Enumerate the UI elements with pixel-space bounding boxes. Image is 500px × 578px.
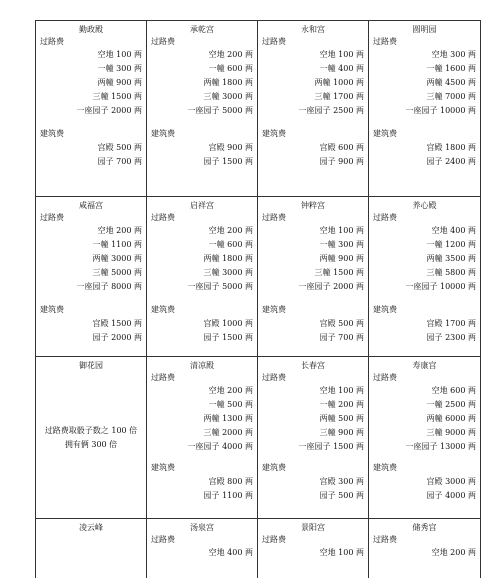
property-card xyxy=(257,196,368,356)
build-heading: 建筑费 xyxy=(151,463,175,472)
rule-note: 拥有俩 300 倍 xyxy=(64,440,118,449)
toll-fee: 两幢 4500 两 xyxy=(426,78,476,87)
toll-fee: 两幢 6000 两 xyxy=(426,414,476,423)
toll-fee: 一座园子 2000 两 xyxy=(76,106,142,115)
toll-fee: 空地 600 两 xyxy=(431,386,476,395)
build-fee: 宫殿 500 两 xyxy=(97,143,142,152)
toll-fee: 两幢 3500 两 xyxy=(426,254,476,263)
toll-fee: 空地 100 两 xyxy=(319,386,364,395)
property-name: 养心殿 xyxy=(412,201,437,210)
property-card xyxy=(257,20,368,196)
toll-fee: 空地 200 两 xyxy=(97,226,142,235)
build-fee: 园子 700 两 xyxy=(97,157,142,166)
toll-fee: 一幢 600 两 xyxy=(208,240,253,249)
toll-fee: 三幢 3000 两 xyxy=(203,92,253,101)
build-fee: 宫殿 1000 两 xyxy=(203,319,253,328)
toll-fee: 空地 100 两 xyxy=(319,548,364,557)
toll-heading: 过路费 xyxy=(373,213,397,222)
toll-fee: 空地 100 两 xyxy=(319,226,364,235)
build-heading: 建筑费 xyxy=(373,463,397,472)
property-card xyxy=(368,20,481,196)
toll-fee: 一座园子 4000 两 xyxy=(187,442,253,451)
build-heading: 建筑费 xyxy=(151,129,175,138)
toll-fee: 一幢 1100 两 xyxy=(92,240,142,249)
build-fee: 园子 2400 两 xyxy=(426,157,476,166)
build-fee: 宫殿 1800 两 xyxy=(426,143,476,152)
toll-heading: 过路费 xyxy=(262,213,286,222)
property-name: 凌云峰 xyxy=(79,523,103,532)
property-card xyxy=(35,356,146,518)
build-fee: 宫殿 3000 两 xyxy=(426,477,476,486)
toll-fee: 空地 400 两 xyxy=(208,548,253,557)
toll-fee: 一座园子 1500 两 xyxy=(298,442,364,451)
toll-fee: 空地 100 两 xyxy=(97,50,142,59)
toll-fee: 一座园子 5000 两 xyxy=(187,106,253,115)
toll-fee: 一座园子 10000 两 xyxy=(405,282,476,291)
toll-fee: 一幢 2500 两 xyxy=(426,400,476,409)
property-card xyxy=(368,518,481,578)
property-name: 钟粹宫 xyxy=(301,201,325,210)
toll-fee: 一座园子 13000 两 xyxy=(405,442,476,451)
property-name: 御花园 xyxy=(79,361,103,370)
property-card xyxy=(146,20,257,196)
toll-fee: 三幢 5800 两 xyxy=(426,268,476,277)
toll-fee: 空地 300 两 xyxy=(431,50,476,59)
toll-heading: 过路费 xyxy=(262,535,286,544)
toll-fee: 一座园子 5000 两 xyxy=(187,282,253,291)
build-heading: 建筑费 xyxy=(262,305,286,314)
build-fee: 园子 2300 两 xyxy=(426,333,476,342)
toll-heading: 过路费 xyxy=(262,373,286,382)
build-fee: 园子 4000 两 xyxy=(426,491,476,500)
toll-fee: 两幢 900 两 xyxy=(319,254,364,263)
toll-heading: 过路费 xyxy=(151,535,175,544)
toll-fee: 三幢 2000 两 xyxy=(203,428,253,437)
property-card xyxy=(368,356,481,518)
build-heading: 建筑费 xyxy=(262,129,286,138)
property-name: 汤泉宫 xyxy=(190,523,214,532)
toll-fee: 一幢 400 两 xyxy=(319,64,364,73)
property-card xyxy=(35,518,146,578)
build-heading: 建筑费 xyxy=(373,305,397,314)
build-heading: 建筑费 xyxy=(373,129,397,138)
build-heading: 建筑费 xyxy=(262,463,286,472)
property-card xyxy=(35,196,146,356)
build-fee: 宫殿 300 两 xyxy=(319,477,364,486)
build-heading: 建筑费 xyxy=(40,305,64,314)
toll-fee: 两幢 1800 两 xyxy=(203,254,253,263)
property-card xyxy=(146,518,257,578)
build-fee: 宫殿 600 两 xyxy=(319,143,364,152)
toll-fee: 空地 200 两 xyxy=(208,50,253,59)
toll-fee: 一座园子 2500 两 xyxy=(298,106,364,115)
toll-fee: 三幢 9000 两 xyxy=(426,428,476,437)
property-name: 清凉殿 xyxy=(190,361,214,370)
toll-fee: 一座园子 2000 两 xyxy=(298,282,364,291)
property-name: 勤政殿 xyxy=(79,25,103,34)
property-name: 景阳宫 xyxy=(301,523,325,532)
toll-fee: 空地 100 两 xyxy=(319,50,364,59)
toll-fee: 两幢 1000 两 xyxy=(314,78,364,87)
build-fee: 宫殿 500 两 xyxy=(319,319,364,328)
price-sheet xyxy=(35,20,481,560)
property-name: 永和宫 xyxy=(301,25,325,34)
property-name: 咸福宫 xyxy=(79,201,103,210)
rule-note: 过路费取骰子数之 100 倍 xyxy=(44,426,138,435)
build-fee: 园子 1100 两 xyxy=(203,491,253,500)
toll-fee: 两幢 900 两 xyxy=(97,78,142,87)
toll-heading: 过路费 xyxy=(151,213,175,222)
property-card xyxy=(146,196,257,356)
toll-fee: 空地 200 两 xyxy=(431,548,476,557)
toll-fee: 空地 200 两 xyxy=(208,386,253,395)
build-fee: 园子 1500 两 xyxy=(203,157,253,166)
toll-heading: 过路费 xyxy=(151,37,175,46)
toll-fee: 空地 200 两 xyxy=(208,226,253,235)
toll-heading: 过路费 xyxy=(373,373,397,382)
toll-fee: 一座园子 10000 两 xyxy=(405,106,476,115)
build-fee: 园子 2000 两 xyxy=(92,333,142,342)
build-fee: 园子 700 两 xyxy=(319,333,364,342)
toll-fee: 三幢 900 两 xyxy=(319,428,364,437)
toll-fee: 两幢 1800 两 xyxy=(203,78,253,87)
property-name: 圆明园 xyxy=(412,25,437,34)
build-fee: 园子 500 两 xyxy=(319,491,364,500)
property-name: 启祥宫 xyxy=(190,201,214,210)
toll-fee: 一幢 200 两 xyxy=(319,400,364,409)
toll-fee: 两幢 3000 两 xyxy=(92,254,142,263)
build-fee: 宫殿 900 两 xyxy=(208,143,253,152)
property-card xyxy=(257,356,368,518)
toll-fee: 三幢 1500 两 xyxy=(92,92,142,101)
toll-heading: 过路费 xyxy=(373,535,397,544)
toll-fee: 三幢 7000 两 xyxy=(426,92,476,101)
toll-fee: 空地 400 两 xyxy=(431,226,476,235)
toll-heading: 过路费 xyxy=(262,37,286,46)
toll-fee: 三幢 1700 两 xyxy=(314,92,364,101)
toll-heading: 过路费 xyxy=(40,37,64,46)
property-card xyxy=(368,196,481,356)
property-name: 寿康宫 xyxy=(412,361,437,370)
property-card xyxy=(257,518,368,578)
toll-heading: 过路费 xyxy=(40,213,64,222)
build-heading: 建筑费 xyxy=(40,129,64,138)
toll-fee: 一幢 300 两 xyxy=(97,64,142,73)
build-fee: 宫殿 800 两 xyxy=(208,477,253,486)
build-fee: 宫殿 1500 两 xyxy=(92,319,142,328)
property-card xyxy=(146,356,257,518)
toll-fee: 三幢 1500 两 xyxy=(314,268,364,277)
property-name: 长春宫 xyxy=(301,361,325,370)
property-name: 承乾宫 xyxy=(190,25,214,34)
toll-fee: 一幢 500 两 xyxy=(208,400,253,409)
toll-fee: 三幢 5000 两 xyxy=(92,268,142,277)
build-heading: 建筑费 xyxy=(151,305,175,314)
toll-fee: 一幢 600 两 xyxy=(208,64,253,73)
toll-fee: 一幢 1600 两 xyxy=(426,64,476,73)
toll-fee: 两幢 500 两 xyxy=(319,414,364,423)
property-card xyxy=(35,20,146,196)
build-fee: 宫殿 1700 两 xyxy=(426,319,476,328)
toll-fee: 一幢 300 两 xyxy=(319,240,364,249)
toll-fee: 一幢 1200 两 xyxy=(426,240,476,249)
build-fee: 园子 900 两 xyxy=(319,157,364,166)
toll-fee: 两幢 1300 两 xyxy=(203,414,253,423)
toll-heading: 过路费 xyxy=(151,373,175,382)
toll-heading: 过路费 xyxy=(373,37,397,46)
property-name: 储秀宫 xyxy=(412,523,437,532)
toll-fee: 三幢 3000 两 xyxy=(203,268,253,277)
build-fee: 园子 1500 两 xyxy=(203,333,253,342)
toll-fee: 一座园子 8000 两 xyxy=(76,282,142,291)
